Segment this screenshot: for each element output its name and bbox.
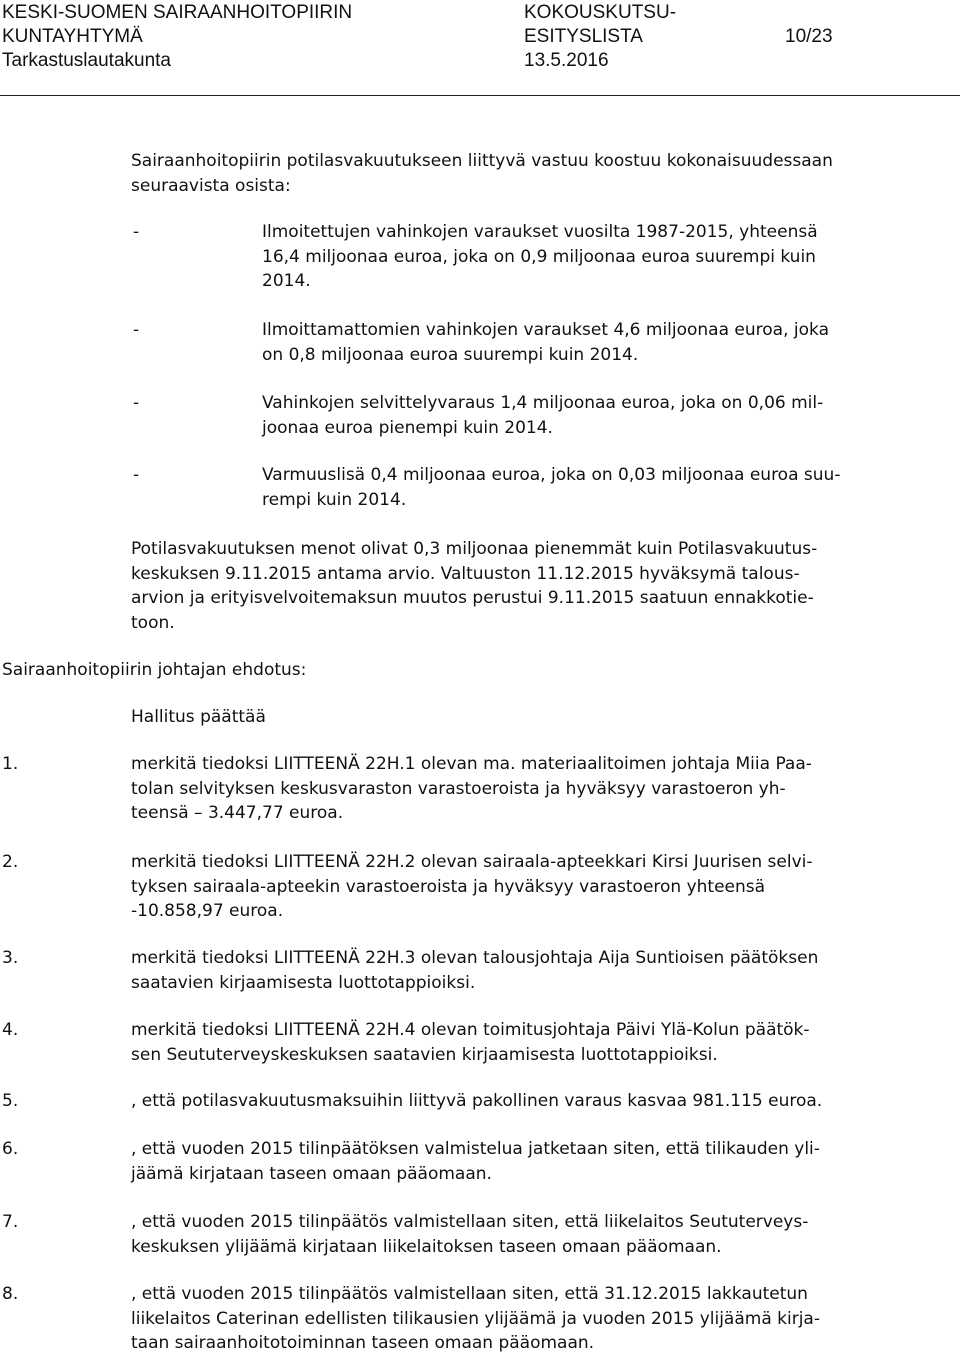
decision-heading: Hallitus päättää — [131, 707, 266, 727]
committee-name: Tarkastuslautakunta — [2, 50, 171, 71]
bullet-dash: - — [133, 222, 140, 242]
item-number: 7. — [2, 1212, 19, 1232]
bullet-item — [262, 463, 840, 512]
text-line: seuraavista osista: — [131, 175, 291, 196]
org-name-line2: KUNTAYHTYMÄ — [2, 26, 143, 47]
bullet-dash: - — [133, 320, 140, 340]
bullet-item — [262, 391, 823, 440]
decision-item — [131, 1137, 820, 1186]
text-line: 2014. — [262, 271, 311, 291]
text-line: merkitä tiedoksi LIITTEENÄ 22H.2 olevan sairaala-apteekkari Kirsi Juurisen selvi- — [131, 852, 813, 872]
text-line: toon. — [131, 612, 175, 633]
text-line: keskuksen ylijäämä kirjataan liikelaitoksen taseen omaan pääomaan. — [131, 1236, 722, 1257]
text-line: sen Seututerveyskeskuksen saatavien kirjaamisesta luottotappioiksi. — [131, 1044, 718, 1065]
text-line: 16,4 miljoonaa euroa, joka on 0,9 miljoonaa euroa suurempi kuin — [262, 246, 816, 267]
decision-item — [131, 752, 812, 826]
text-line: Ilmoittamattomien vahinkojen varaukset 4,6 miljoonaa euroa, joka — [262, 320, 829, 340]
text-line: taan sairaanhoitotoiminnan taseen omaan pääomaan. — [131, 1333, 595, 1353]
doc-type-line2: ESITYSLISTA — [524, 26, 643, 47]
meeting-date: 13.5.2016 — [524, 50, 609, 71]
bullet-dash: - — [133, 465, 140, 485]
text-line: , että vuoden 2015 tilinpäätös valmistellaan siten, että 31.12.2015 lakkautetun — [131, 1284, 808, 1304]
text-line: on 0,8 miljoonaa euroa suurempi kuin 2014. — [262, 344, 639, 365]
text-line: keskuksen 9.11.2015 antama arvio. Valtuuston 11.12.2015 hyväksymä talous- — [131, 563, 800, 584]
text-line: tyksen sairaala-apteekin varastoeroista ja hyväksyy varastoeron yhteensä — [131, 876, 766, 897]
decision-item — [131, 1089, 822, 1114]
intro-paragraph — [131, 149, 833, 198]
page-number: 10/23 — [785, 26, 833, 47]
text-line: tolan selvityksen keskusvaraston varastoeroista ja hyväksyy varastoeron yh- — [131, 778, 786, 799]
summary-paragraph — [131, 537, 817, 635]
text-line: , että vuoden 2015 tilinpäätös valmistellaan siten, että liikelaitos Seututerveys- — [131, 1212, 809, 1232]
text-line: , että vuoden 2015 tilinpäätöksen valmistelua jatketaan siten, että tilikauden yli- — [131, 1139, 820, 1159]
text-line: saatavien kirjaamisesta luottotappioiksi. — [131, 972, 476, 993]
header-divider — [0, 95, 960, 96]
item-number: 4. — [2, 1020, 19, 1040]
decision-item — [131, 946, 818, 995]
decision-item — [131, 1282, 820, 1356]
text-line: Vahinkojen selvittelyvaraus 1,4 miljoonaa euroa, joka on 0,06 mil- — [262, 393, 824, 413]
text-line: merkitä tiedoksi LIITTEENÄ 22H.4 olevan toimitusjohtaja Päivi Ylä-Kolun päätök- — [131, 1020, 810, 1040]
doc-type-line1: KOKOUSKUTSU- — [524, 2, 677, 23]
item-number: 3. — [2, 948, 19, 968]
decision-item — [131, 850, 813, 924]
text-line: Varmuuslisä 0,4 miljoonaa euroa, joka on 0,03 miljoonaa euroa suu- — [262, 465, 841, 485]
bullet-item — [262, 318, 829, 367]
text-line: Ilmoitettujen vahinkojen varaukset vuosilta 1987-2015, yhteensä — [262, 222, 818, 242]
org-name-line1: KESKI-SUOMEN SAIRAANHOITOPIIRIN — [2, 2, 353, 23]
text-line: joonaa euroa pienempi kuin 2014. — [262, 417, 553, 438]
text-line: , että potilasvakuutusmaksuihin liittyvä pakollinen varaus kasvaa 981.115 euroa. — [131, 1091, 823, 1111]
text-line: Sairaanhoitopiirin potilasvakuutukseen liittyvä vastuu koostuu kokonaisuudessaan — [131, 151, 833, 171]
proposal-heading: Sairaanhoitopiirin johtajan ehdotus: — [2, 660, 307, 680]
item-number: 8. — [2, 1284, 19, 1304]
text-line: rempi kuin 2014. — [262, 489, 407, 510]
item-number: 2. — [2, 852, 19, 872]
decision-item — [131, 1018, 810, 1067]
text-line: teensä – 3.447,77 euroa. — [131, 803, 344, 823]
text-line: -10.858,97 euroa. — [131, 901, 284, 921]
text-line: jäämä kirjataan taseen omaan pääomaan. — [131, 1163, 492, 1184]
item-number: 1. — [2, 754, 19, 774]
item-number: 5. — [2, 1091, 19, 1111]
bullet-dash: - — [133, 393, 140, 413]
decision-item — [131, 1210, 808, 1259]
bullet-item — [262, 220, 818, 294]
text-line: merkitä tiedoksi LIITTEENÄ 22H.1 olevan ma. materiaalitoimen johtaja Miia Paa- — [131, 754, 812, 774]
item-number: 6. — [2, 1139, 19, 1159]
text-line: Potilasvakuutuksen menot olivat 0,3 miljoonaa pienemmät kuin Potilasvakuutus- — [131, 539, 818, 559]
text-line: arvion ja erityisvelvoitemaksun muutos perustui 9.11.2015 saatuun ennakkotie- — [131, 588, 814, 608]
text-line: merkitä tiedoksi LIITTEENÄ 22H.3 olevan talousjohtaja Aija Suntioisen päätöksen — [131, 948, 819, 968]
text-line: liikelaitos Caterinan edellisten tilikausien ylijäämä ja vuoden 2015 ylijäämä kirja- — [131, 1308, 820, 1329]
